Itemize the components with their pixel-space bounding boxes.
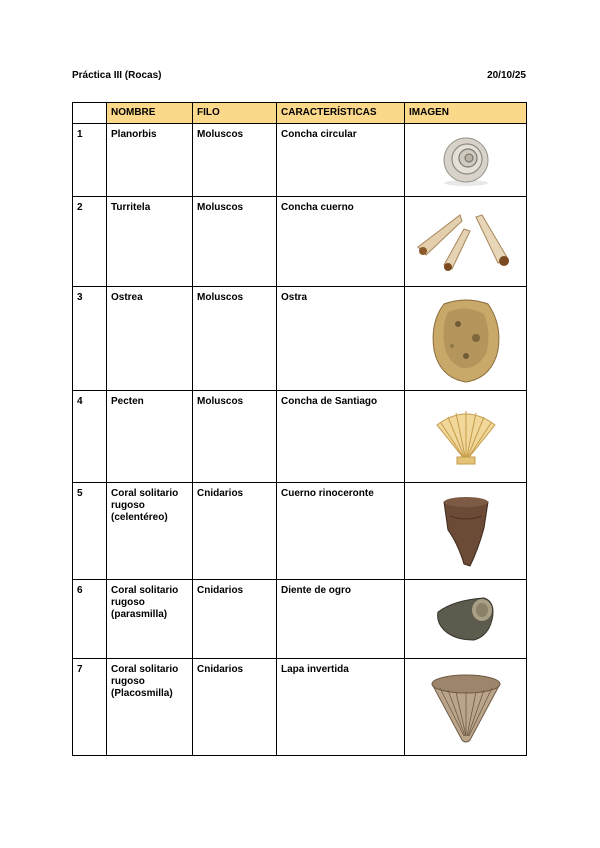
- row-caracteristicas: Diente de ogro: [277, 580, 405, 659]
- header-num: [73, 103, 107, 124]
- rugose-coral-horn-photo: [405, 483, 527, 580]
- row-number: 2: [73, 197, 107, 287]
- row-caracteristicas: Concha circular: [277, 124, 405, 197]
- header-caracteristicas: CARACTERÍSTICAS: [277, 103, 405, 124]
- parasmilla-coral-photo: [405, 580, 527, 659]
- row-number: 3: [73, 287, 107, 391]
- row-number: 4: [73, 391, 107, 483]
- row-number: 7: [73, 659, 107, 756]
- table-header-row: [73, 103, 527, 124]
- pecten-shell-photo: [405, 391, 527, 483]
- row-filo: Moluscos: [193, 197, 277, 287]
- row-caracteristicas: Cuerno rinoceronte: [277, 483, 405, 580]
- planorbis-shell-photo: [405, 124, 527, 197]
- row-nombre: Pecten: [107, 391, 193, 483]
- table-row: [73, 124, 527, 197]
- row-caracteristicas: Concha de Santiago: [277, 391, 405, 483]
- placosmilla-coral-photo: [405, 659, 527, 756]
- table-row: [73, 287, 527, 391]
- row-number: 1: [73, 124, 107, 197]
- table-row: [73, 580, 527, 659]
- row-nombre: Coral solitario rugoso (celentéreo): [107, 483, 193, 580]
- page-header: [72, 70, 526, 86]
- ostrea-fossil-photo: [405, 287, 527, 391]
- row-filo: Moluscos: [193, 287, 277, 391]
- header-imagen: IMAGEN: [405, 103, 527, 124]
- table-row: [73, 391, 527, 483]
- row-filo: Cnidarios: [193, 580, 277, 659]
- row-nombre: Coral solitario rugoso (parasmilla): [107, 580, 193, 659]
- row-number: 5: [73, 483, 107, 580]
- row-nombre: Ostrea: [107, 287, 193, 391]
- row-caracteristicas: Lapa invertida: [277, 659, 405, 756]
- document-date: 20/10/25: [487, 70, 526, 81]
- row-nombre: Planorbis: [107, 124, 193, 197]
- row-filo: Moluscos: [193, 391, 277, 483]
- document-title: Práctica III (Rocas): [72, 70, 162, 81]
- row-nombre: Coral solitario rugoso (Placosmilla): [107, 659, 193, 756]
- header-nombre: NOMBRE: [107, 103, 193, 124]
- table-row: [73, 659, 527, 756]
- row-filo: Cnidarios: [193, 483, 277, 580]
- row-filo: Moluscos: [193, 124, 277, 197]
- row-caracteristicas: Ostra: [277, 287, 405, 391]
- row-nombre: Turritela: [107, 197, 193, 287]
- header-filo: FILO: [193, 103, 277, 124]
- row-number: 6: [73, 580, 107, 659]
- row-filo: Cnidarios: [193, 659, 277, 756]
- row-caracteristicas: Concha cuerno: [277, 197, 405, 287]
- table-row: [73, 197, 527, 287]
- fossil-table: [72, 102, 527, 756]
- table-row: [73, 483, 527, 580]
- turritela-shells-photo: [405, 197, 527, 287]
